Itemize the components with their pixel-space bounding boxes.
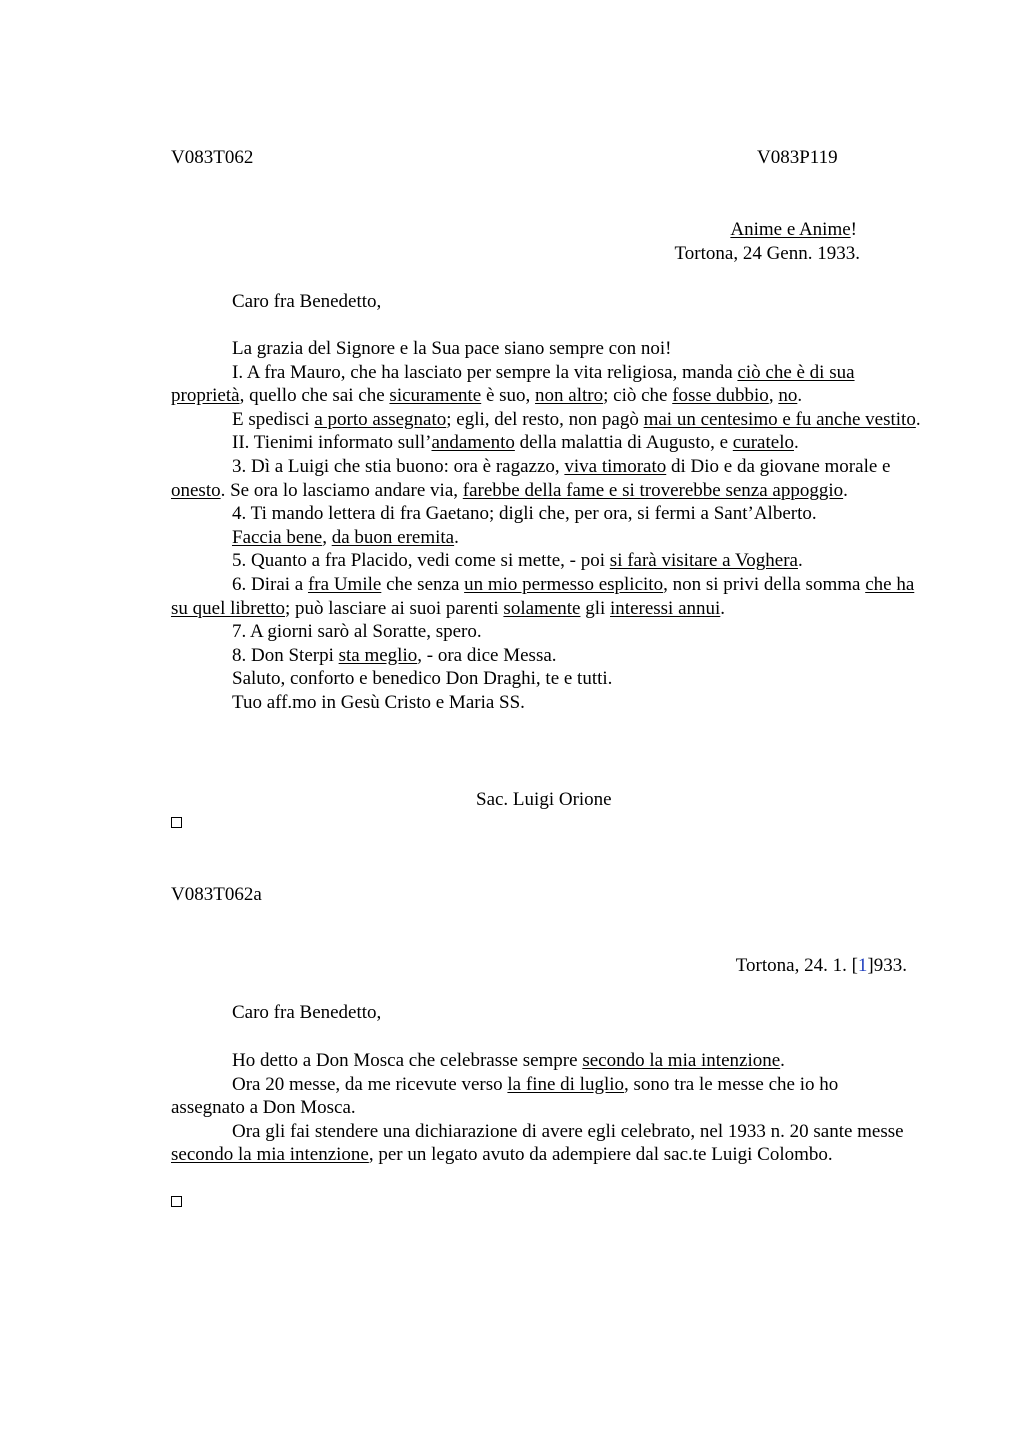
text-run: ; ciò che xyxy=(603,385,673,407)
text-run: , - ora dice Messa. xyxy=(417,644,557,666)
text-run: Ora gli fai stendere una dichiarazione di avere egli celebrato, nel 1933 n. 20 sante messe xyxy=(232,1120,904,1142)
text-run: , per un legato avuto da adempiere dal sac.te Luigi Colombo. xyxy=(368,1144,833,1166)
text-run: ; può lasciare ai suoi parenti xyxy=(284,597,504,619)
text-run: , non si privi della somma xyxy=(663,573,866,595)
underlined-run: secondo la mia intenzione xyxy=(171,1144,369,1166)
underlined-run: a porto assegnato xyxy=(314,408,447,430)
letter1-place-date: Tortona, 24 Genn. 1933. xyxy=(674,243,860,264)
signature: Sac. Luigi Orione xyxy=(476,789,612,810)
underlined-run: solamente xyxy=(503,597,581,619)
text-run: . xyxy=(793,432,799,454)
underlined-run: che ha su quel libretto xyxy=(171,573,915,619)
paragraph-5b xyxy=(232,526,921,550)
underlined-run: non altro xyxy=(535,385,604,407)
text-run: . Se ora lo lasciamo andare via, xyxy=(220,479,463,501)
text-run: che senza xyxy=(381,573,465,595)
greeting: La grazia del Signore e la Sua pace siano sempre con noi! xyxy=(232,338,672,359)
letter2-paragraph-2 xyxy=(171,1073,911,1120)
underlined-run: farebbe della fame e si troverebbe senza appoggio xyxy=(462,479,844,501)
text-run: Tortona, 24. 1. [ xyxy=(735,955,858,976)
text-run: ; egli, del resto, non pagò xyxy=(446,408,644,430)
underlined-run: un mio permesso esplicito xyxy=(464,573,664,595)
motto-bang: ! xyxy=(850,219,857,240)
underlined-run: andamento xyxy=(431,432,515,454)
underlined-run: no xyxy=(778,385,798,407)
underlined-run: onesto xyxy=(171,479,221,501)
text-run: ]933. xyxy=(867,955,907,976)
underlined-run: si farà visitare a Voghera xyxy=(609,550,798,572)
text-run: gli xyxy=(580,597,611,619)
paragraph-9 xyxy=(171,644,921,668)
text-run: 8. Don Sterpi xyxy=(232,644,339,666)
text-run: 3. Dì a Luigi che stia buono: ora è ragazzo, xyxy=(232,455,565,477)
underlined-run: mai un centesimo e fu anche vestito xyxy=(643,408,916,430)
text-run: II. Tienimi informato sull’ xyxy=(232,432,432,454)
letter2-date xyxy=(736,954,907,978)
text-run: , sono tra le messe che io ho assegnato a Don Mosca. xyxy=(171,1073,839,1119)
text-run: . xyxy=(720,597,726,619)
paragraph-8: 7. A giorni sarò al Soratte, spero. xyxy=(232,621,482,643)
motto-text: Anime e Anime xyxy=(730,219,851,240)
letter2-paragraph-1 xyxy=(171,1049,911,1073)
text-run: , xyxy=(322,526,332,548)
underlined-run: sta meglio xyxy=(338,644,418,666)
text-run: 5. Quanto a fra Placido, vedi come si mette, - poi xyxy=(232,550,610,572)
square-bullet-icon xyxy=(171,817,182,828)
underlined-run: ciò che è di sua proprietà xyxy=(171,361,855,407)
text-run: . xyxy=(780,1050,785,1071)
square-bullet-icon xyxy=(171,1196,182,1207)
text-run: . xyxy=(843,479,848,501)
text-run: è suo, xyxy=(481,385,536,407)
paragraph-5: 4. Ti mando lettera di fra Gaetano; digli che, per ora, si fermi a Sant’Alberto. xyxy=(232,503,817,525)
text-run: Ho detto a Don Mosca che celebrasse sempre xyxy=(232,1050,583,1071)
underlined-run: da buon eremita xyxy=(331,526,455,548)
text-run: . xyxy=(454,526,459,548)
underlined-run: viva timorato xyxy=(564,455,667,477)
letter2-paragraph-3 xyxy=(171,1120,911,1167)
paragraph-6 xyxy=(171,549,921,573)
text-run: Ora 20 messe, da me ricevute verso xyxy=(232,1073,508,1095)
underlined-run: curatelo xyxy=(732,432,794,454)
text-run: 6. Dirai a xyxy=(232,573,308,595)
text-run: della malattia di Augusto, e xyxy=(514,432,733,454)
footnote-link[interactable]: 1 xyxy=(857,955,868,976)
text-run: . xyxy=(915,408,921,430)
letter2-code: V083T062a xyxy=(171,884,262,905)
paragraph-10: Saluto, conforto e benedico Don Draghi, te e tutti. xyxy=(232,668,613,690)
underlined-run: interessi annui xyxy=(610,597,721,619)
letter1-salutation: Caro fra Benedetto, xyxy=(232,291,382,312)
paragraph-2 xyxy=(171,408,921,432)
text-run: E spedisci xyxy=(232,408,315,430)
underlined-run: secondo la mia intenzione xyxy=(582,1050,781,1071)
letter2-salutation: Caro fra Benedetto, xyxy=(232,1002,382,1023)
paragraph-3 xyxy=(171,431,921,455)
underlined-run: fra Umile xyxy=(307,573,382,595)
underlined-run: la fine di luglio xyxy=(507,1073,625,1095)
letter1-code: V083T062 xyxy=(171,147,254,168)
underlined-run: sicuramente xyxy=(389,385,482,407)
text-run: di Dio e da giovane morale e xyxy=(666,455,891,477)
text-run: I. A fra Mauro, che ha lasciato per sempre la vita religiosa, manda xyxy=(232,361,738,383)
letter1-page-code: V083P119 xyxy=(757,147,838,168)
letter2-body xyxy=(171,1049,911,1167)
underlined-run: fosse dubbio xyxy=(672,385,769,407)
paragraph-11: Tuo aff.mo in Gesù Cristo e Maria SS. xyxy=(232,691,525,713)
paragraph-4 xyxy=(171,455,921,502)
paragraph-7 xyxy=(171,573,921,620)
letter1-motto xyxy=(730,218,857,242)
paragraph-1 xyxy=(171,361,921,408)
text-run: . xyxy=(797,550,803,572)
underlined-run: Faccia bene xyxy=(232,526,323,548)
text-run: . xyxy=(797,385,803,407)
text-run: , xyxy=(768,385,779,407)
text-run: , quello che sai che xyxy=(239,385,390,407)
letter1-body xyxy=(171,337,921,715)
